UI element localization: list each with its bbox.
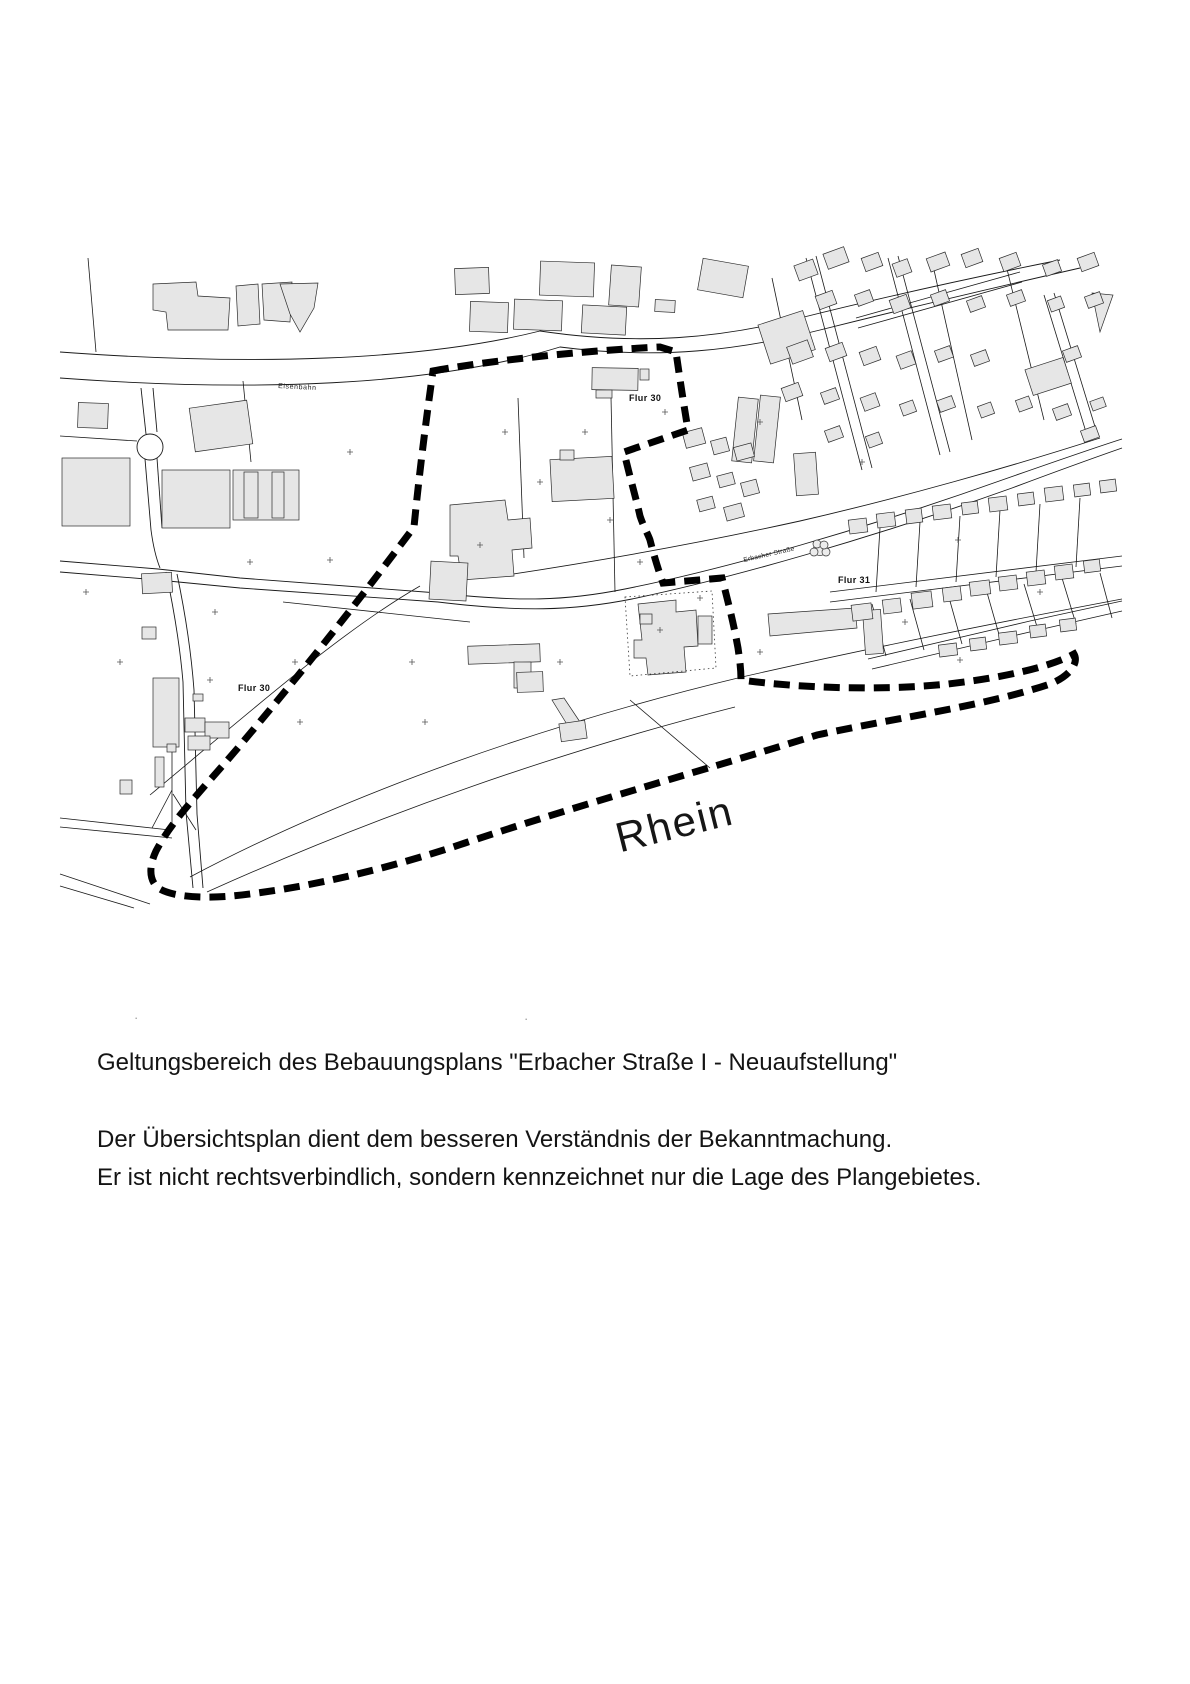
plan-note-line1: Der Übersichtsplan dient dem besseren Verständnis der Bekanntmachung.	[97, 1126, 893, 1153]
flur30-left-label: Flur 30	[238, 683, 271, 693]
buildings	[62, 258, 1113, 794]
railway-label: Eisenbahn	[277, 383, 317, 393]
plan-note-caption	[97, 1121, 982, 1197]
flur31-label: Flur 31	[838, 575, 871, 585]
stray-mark-left: ·	[134, 1010, 139, 1025]
stray-mark-right: ·	[524, 1011, 529, 1026]
plan-title-caption: Geltungsbereich des Bebauungsplans "Erbacher Straße I - Neuaufstellung"	[97, 1049, 898, 1076]
river-label: Rhein	[610, 786, 739, 862]
houses-flur31	[848, 479, 1116, 657]
houses-north-east	[781, 247, 1106, 448]
plan-note-line2: Er ist nicht rechtsverbindlich, sondern kennzeichnet nur die Lage des Plangebietes.	[97, 1164, 982, 1191]
street-label: Erbacher Straße	[742, 545, 796, 564]
tree-icon	[810, 540, 830, 556]
flur30-center-label: Flur 30	[629, 393, 662, 403]
